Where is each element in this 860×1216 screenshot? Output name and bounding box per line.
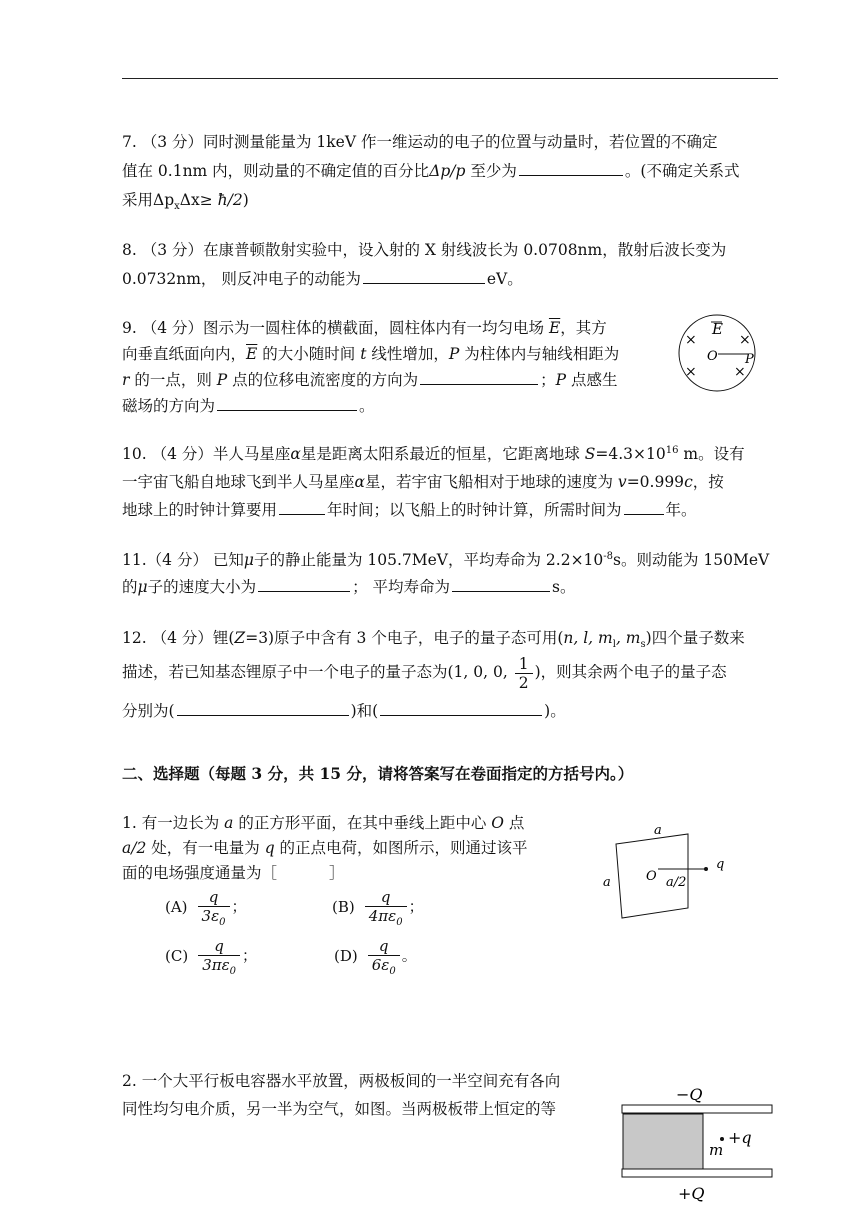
fig-plus-q-label: +q — [728, 1128, 752, 1147]
subscript: 0 — [396, 917, 403, 928]
q10-answer-blank-2[interactable] — [624, 498, 664, 515]
c1-text: 的正点电荷，如图所示，则通过该平 — [274, 839, 528, 857]
q12-quantum-numbers: n, l, m — [563, 629, 613, 647]
option-tail: ； — [408, 897, 424, 916]
q10-alpha: α — [354, 473, 365, 491]
q9-line-2 — [122, 340, 667, 369]
q9-text: 线性增加， — [366, 345, 449, 363]
c1-line-3 — [122, 859, 592, 888]
denominator-text: 6ε — [371, 956, 390, 974]
q9-text: 的大小随时间 — [257, 345, 361, 363]
q10-text: ，按 — [692, 473, 724, 491]
c2-text: 2. 一个大平行板电容器水平放置，两极板间的一半空间充有各向 — [122, 1072, 561, 1090]
fig-e-label: E — [712, 320, 723, 338]
q10-answer-blank-1[interactable] — [279, 498, 325, 515]
q7-text: ) — [242, 191, 249, 209]
option-fraction — [365, 888, 407, 928]
fig-q-label: q — [716, 857, 725, 872]
q7-line-1 — [122, 128, 778, 157]
q7-text: 采用Δp — [122, 191, 175, 209]
denominator-text: 3ε — [201, 907, 220, 925]
q12-text: 分别为( — [122, 702, 175, 720]
q8-text: 0.0732nm， 则反冲电子的动能为 — [122, 270, 361, 288]
q7-ratio: Δp/p — [429, 162, 466, 180]
subscript: 0 — [389, 966, 396, 977]
q7-text: 。(不确定关系式 — [624, 162, 740, 180]
q12-line-3 — [122, 697, 778, 726]
fig-o-label: O — [707, 349, 718, 364]
q11-text: ； 平均寿命为 — [352, 578, 451, 596]
q12-text: )和( — [350, 702, 379, 720]
header-rule — [122, 78, 778, 79]
q9-e-vector: $\overline{E}$ — [548, 319, 561, 337]
q11-text: 11.（4 分） 已知 — [122, 551, 244, 569]
fraction-denominator — [198, 956, 240, 977]
option-tail: ； — [242, 946, 258, 965]
q9-r: r — [122, 371, 130, 389]
q12-answer-blank-2[interactable] — [380, 699, 542, 716]
q8-answer-blank[interactable] — [363, 267, 485, 284]
q12-text: 描述，若已知基态锂原子中一个电子的量子态为(1, 0, 0, — [122, 663, 513, 681]
q10-text: 一宇宙飞船自地球飞到半人马星座 — [122, 473, 355, 491]
q9-text: 磁场的方向为 — [122, 397, 216, 415]
fraction-denominator: 2 — [518, 673, 529, 692]
c2-line-1 — [122, 1067, 612, 1096]
q7-text: 7. （3 分）同时测量能量为 1keV 作一维运动的电子的位置与动量时，若位置的不确定 — [122, 133, 718, 151]
subscript: 0 — [229, 966, 237, 977]
q12-answer-blank-1[interactable] — [177, 699, 349, 716]
q11-line-2 — [122, 573, 778, 602]
q9-text: 9. （4 分）图示为一圆柱体的横截面，圆柱体内有一均匀电场 — [122, 319, 549, 337]
subscript: 0 — [219, 917, 226, 928]
q9-text: ，其方 — [560, 319, 607, 337]
q12-text: )。 — [544, 702, 566, 720]
q12-subscript: l — [612, 639, 616, 651]
option-d[interactable] — [334, 937, 417, 977]
denominator-text: 3πε — [202, 956, 230, 974]
q9-text: 向垂直纸面向内， — [122, 345, 247, 363]
q11-text: 子的静止能量为 105.7MeV，平均寿命为 2.2×10 — [253, 551, 604, 569]
fraction-numerator: q — [198, 937, 240, 956]
q8-text: 8. （3 分）在康普顿散射实验中，设入射的 X 射线波长为 0.0708nm，散射后波长变为 — [122, 241, 727, 259]
q10-text: 年。 — [665, 501, 697, 519]
option-label: (A) — [165, 897, 188, 916]
option-b[interactable] — [332, 888, 424, 928]
c1-a-half: a/2 — [122, 839, 147, 857]
q12-quantum-numbers: , m — [615, 629, 641, 647]
q7-text: 至少为 — [465, 162, 517, 180]
c1-figure — [596, 818, 746, 928]
fig-pos-q-label: +Q — [678, 1184, 705, 1203]
denominator-text: 4πε — [368, 907, 397, 925]
q10-line-3 — [122, 496, 778, 525]
cross-icon: × — [739, 332, 751, 348]
fraction-denominator — [368, 956, 400, 977]
c1-text: ］ — [329, 864, 345, 882]
q10-alpha: α — [290, 445, 301, 463]
option-label: (C) — [165, 946, 189, 965]
c1-o: O — [491, 814, 504, 832]
q12-subscript: s — [640, 639, 646, 651]
q7-hbar: ħ/2 — [217, 191, 243, 209]
option-label: (B) — [332, 897, 355, 916]
q9-text: 的一点，则 — [129, 371, 217, 389]
c2-text: 同性均匀电介质，另一半为空气，如图。当两极板带上恒定的等 — [122, 1100, 557, 1118]
q7-answer-blank[interactable] — [519, 159, 623, 176]
q12-line-2 — [122, 654, 778, 692]
q9-p: P — [448, 345, 460, 363]
q7-line-3 — [122, 186, 778, 215]
q9-text: 为柱体内与轴线相距为 — [459, 345, 620, 363]
q10-text: 年时间；以飞船上的时钟计算，所需时间为 — [327, 501, 622, 519]
q10-text: m。设有 — [678, 445, 745, 463]
q10-text: 星是距离太阳系最近的恒星，它距离地球 — [300, 445, 585, 463]
c1-text: 点 — [503, 814, 525, 832]
point-charge — [704, 867, 708, 871]
top-plate — [622, 1105, 772, 1113]
option-c[interactable] — [165, 937, 258, 977]
q12-text: =3)原子中含有 3 个电子，电子的量子态可用( — [245, 629, 564, 647]
bottom-plate — [622, 1169, 772, 1177]
q12-text: )，则其余两个电子的量子态 — [534, 663, 727, 681]
fig-m-label: m — [709, 1141, 724, 1159]
fraction-numerator: q — [368, 937, 400, 956]
option-fraction — [198, 937, 240, 977]
c1-text: 的正方形平面，在其中垂线上距中心 — [233, 814, 492, 832]
q11-line-1 — [122, 546, 778, 575]
q10-text: 星，若宇宙飞船相对于地球的速度为 — [364, 473, 618, 491]
c1-text: 面的电场强度通量为［ — [122, 864, 278, 882]
q12-z: Z — [234, 629, 246, 647]
q10-text: 10. （4 分）半人马星座 — [122, 445, 291, 463]
q10-s: S — [584, 445, 596, 463]
q9-text: 点的位移电流密度的方向为 — [227, 371, 419, 389]
q11-mu: μ — [137, 578, 148, 596]
cross-icon: × — [685, 332, 697, 348]
c1-text: 1. 有一边长为 — [122, 814, 225, 832]
section-2-heading — [122, 759, 778, 788]
fig-a-top-label: a — [654, 823, 662, 838]
q11-exponent: -8 — [603, 550, 614, 562]
q9-text: ； — [540, 371, 556, 389]
q7-text: 值在 0.1nm 内，则动量的不确定值的百分比 — [122, 162, 430, 180]
q10-line-1 — [122, 440, 778, 469]
q9-line-1 — [122, 314, 667, 343]
option-tail: ； — [231, 897, 247, 916]
q10-text: 地球上的时钟计算要用 — [122, 501, 278, 519]
q9-text: 。 — [359, 397, 375, 415]
q9-p: P — [216, 371, 228, 389]
option-fraction — [198, 888, 230, 928]
c2-line-2 — [122, 1095, 612, 1124]
fraction-numerator: 1 — [515, 655, 533, 674]
option-tail: 。 — [401, 946, 417, 965]
q11-answer-blank-2[interactable] — [452, 575, 550, 592]
q12-text: 12. （4 分）锂( — [122, 629, 235, 647]
fig-neg-q-label: −Q — [676, 1085, 703, 1104]
c2-figure — [620, 1080, 776, 1208]
fig-half-label: a/2 — [666, 875, 687, 890]
q9-answer-blank-2[interactable] — [217, 394, 357, 411]
q9-figure — [676, 312, 758, 394]
dielectric-block — [623, 1114, 703, 1169]
fig-o-label: O — [646, 869, 657, 884]
option-fraction — [368, 937, 400, 977]
fig-a-left-label: a — [603, 875, 611, 890]
q9-e-vector: $\overline{E}$ — [246, 345, 258, 363]
fraction-numerator: q — [365, 888, 407, 907]
q7-subscript: x — [174, 201, 180, 213]
q11-text: s。 — [552, 578, 576, 596]
fig-p-label: P — [745, 352, 754, 367]
q8-line-2 — [122, 265, 778, 294]
q7-text: Δx≥ — [179, 191, 218, 209]
section-heading-text: 二、选择题（每题 3 分，共 15 分，请将答案写在卷面指定的方括号内。） — [122, 764, 634, 783]
option-a[interactable] — [165, 888, 247, 928]
q12-text: )四个量子数来 — [645, 629, 745, 647]
cross-icon: × — [734, 364, 746, 380]
q9-line-3 — [122, 366, 667, 395]
option-label: (D) — [334, 946, 358, 965]
q10-line-2 — [122, 468, 778, 497]
q11-mu: μ — [243, 551, 254, 569]
q10-c: c — [684, 473, 693, 491]
q10-v: v — [617, 473, 627, 491]
fraction-numerator: q — [198, 888, 230, 907]
q8-line-1 — [122, 236, 778, 265]
q11-text: 子的速度大小为 — [147, 578, 257, 596]
q9-text: 点感生 — [566, 371, 618, 389]
q12-line-1 — [122, 624, 778, 653]
q9-line-4 — [122, 392, 667, 421]
q11-answer-blank-1[interactable] — [258, 575, 350, 592]
q10-exponent: 16 — [665, 444, 679, 456]
c1-a: a — [224, 814, 234, 832]
q12-fraction-half — [515, 655, 533, 692]
q9-t: t — [360, 345, 367, 363]
q11-text: 的 — [122, 578, 138, 596]
fraction-denominator — [365, 907, 407, 928]
q11-text: s。则动能为 150MeV — [613, 551, 770, 569]
c1-q: q — [264, 839, 275, 857]
q9-p: P — [555, 371, 567, 389]
q10-text: =4.3×10 — [595, 445, 666, 463]
q7-line-2 — [122, 157, 778, 186]
fraction-denominator — [198, 907, 230, 928]
q8-text: eV。 — [486, 270, 523, 288]
q9-answer-blank-1[interactable] — [420, 368, 538, 385]
c1-text: 处，有一电量为 — [146, 839, 265, 857]
q10-text: =0.999 — [626, 473, 685, 491]
cross-icon: × — [685, 364, 697, 380]
